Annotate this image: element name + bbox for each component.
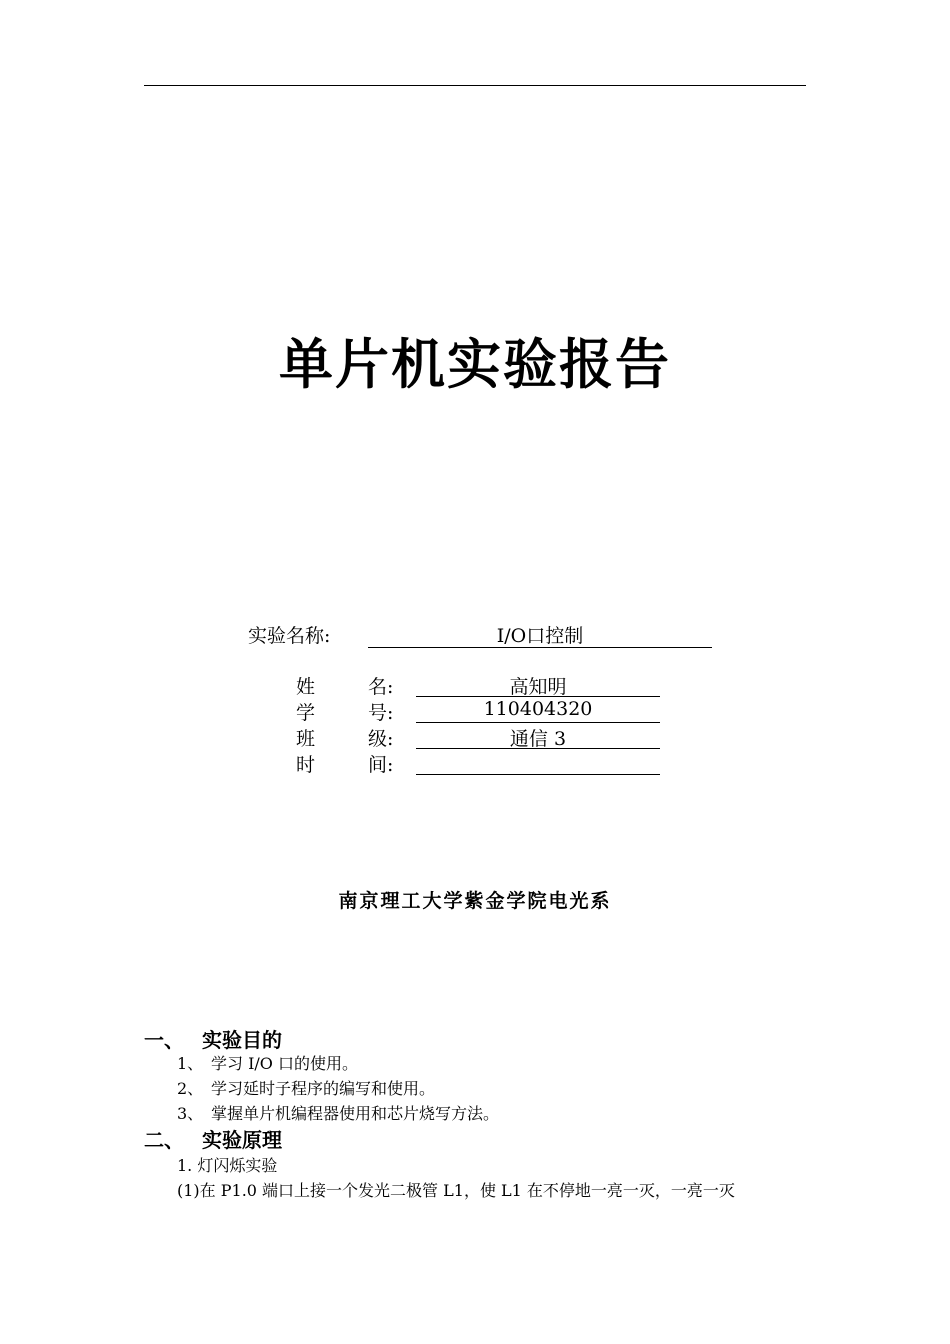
list-item-text: 学习 I/O 口的使用。	[211, 1054, 359, 1073]
list-item	[177, 1051, 358, 1074]
info-label-char: 时	[296, 754, 316, 776]
info-label-char: 级:	[368, 728, 394, 750]
section-number: 二、	[144, 1128, 184, 1152]
time-value	[416, 750, 660, 775]
section-title: 实验目的	[202, 1028, 282, 1052]
experiment-name-value: I/O口控制	[368, 621, 712, 648]
info-label-char: 学	[296, 702, 316, 724]
info-label-char: 班	[296, 728, 316, 750]
info-label-char: 间:	[368, 754, 394, 776]
school-name: 南京理工大学紫金学院电光系	[338, 890, 612, 912]
section-number: 一、	[144, 1028, 184, 1052]
class-value: 通信 3	[416, 724, 660, 749]
info-label-char: 号:	[368, 702, 394, 724]
list-item-text: 掌握单片机编程器使用和芯片烧写方法。	[211, 1104, 500, 1123]
list-item-number: 2、	[177, 1079, 204, 1098]
body-paragraph: (1)在 P1.0 端口上接一个发光二极管 L1，使 L1 在不停地一亮一灭，一亮一灭	[177, 1181, 735, 1200]
list-item-text: 学习延时子程序的编写和使用。	[211, 1079, 436, 1098]
student-name-value: 高知明	[416, 672, 660, 697]
student-id-value: 110404320	[416, 698, 660, 723]
info-label-char: 名:	[368, 676, 394, 698]
section-title: 实验原理	[202, 1128, 282, 1152]
list-item	[177, 1076, 435, 1099]
list-item	[177, 1101, 499, 1124]
list-item-number: 3、	[177, 1104, 204, 1123]
experiment-name-label: 实验名称:	[248, 625, 331, 647]
header-rule	[144, 85, 806, 86]
info-label-char: 姓	[296, 676, 316, 698]
subsection-heading: 1. 灯闪烁实验	[177, 1156, 278, 1175]
list-item-number: 1、	[177, 1054, 204, 1073]
report-title: 单片机实验报告	[279, 333, 671, 396]
